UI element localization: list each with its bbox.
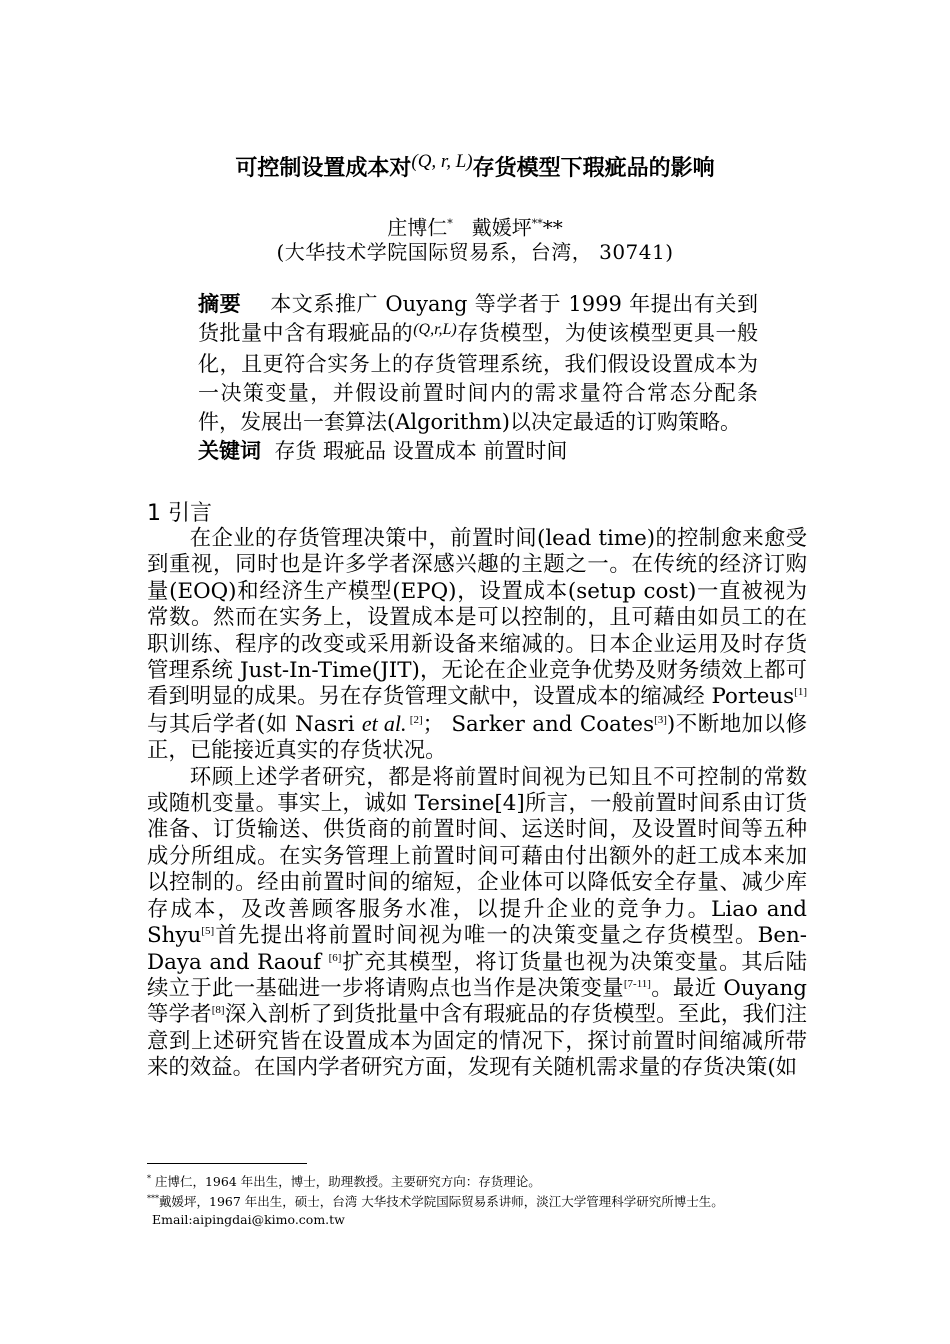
title-model-notation: (Q, r, L) (411, 151, 473, 172)
affiliation: (大华技术学院国际贸易系，台湾， 30741) (276, 240, 674, 264)
keywords-label: 关键词 (198, 439, 261, 463)
body-text (147, 526, 807, 1082)
footnote-divider (147, 1163, 307, 1164)
author-2-tail: ** (542, 215, 563, 240)
p2-text-c: 扩充其模型，将订货量也视为决策变量。其后陆续立于此一基础进一步将请购点也当作是决策变量 (147, 949, 807, 1001)
footnote-1-mark: * (147, 1174, 151, 1183)
citation-8: [8] (211, 1004, 225, 1017)
author-1: 庄博仁 (387, 215, 448, 240)
abstract-text-1: 本文系推广 Ouyang 等学者于 1999 年提出有关到货批量中含有瑕疵品的 (198, 292, 758, 345)
citation-7-11: [7-11] (623, 977, 651, 990)
footnote-email: Email:aipingdai@kimo.com.tw (152, 1212, 345, 1227)
paragraph-2 (147, 765, 807, 1082)
abstract-model-notation: (Q,r,L) (413, 321, 457, 338)
footnote-1 (147, 1170, 867, 1191)
citation-2: [2] (406, 713, 423, 726)
footnote-2-mark: *** (147, 1194, 159, 1203)
title-prefix: 可控制设置成本对 (235, 156, 412, 181)
author-1-mark: * (447, 217, 453, 230)
p2-text-a: 环顾上述学者研究，都是将前置时间视为已知且不可控制的常数或随机变量。事实上，诚如 Tersine[4]所言，一般前置时间系由订货准备、订货输送、供货商的前置时间、运送时间，及设置时间等五种成分所组成。在实务管理上前置时间可藉由付出额外的赶工成本来加以控制的。经由前置时间的缩短，企业体可以降低安全存量、减少库存成本，及改善顾客服务水准，以提升企业的竞争力。Liao and Shyu (147, 764, 807, 949)
paragraph-1 (147, 526, 807, 765)
footnote-1-text: 庄博仁，1964 年出生，博士，助理教授。主要研究方向：存货理论。 (154, 1174, 541, 1190)
citation-1: [1] (794, 686, 807, 699)
p2-text-e: 深入剖析了到货批量中含有瑕疵品的存货模型。至此，我们注意到上述研究皆在设置成本为固定的情况下，探讨前置时间缩减所带来的效益。在国内学者研究方面，发现有关随机需求量的存货决策(如 (147, 1002, 807, 1081)
title-suffix: 存货模型下瑕疵品的影响 (472, 156, 715, 181)
paper-title (0, 152, 950, 187)
p1-text-d: )不断地加以修正，已能接近真实的存货状况。 (147, 711, 807, 764)
footnote-2-text: 戴媛坪，1967 年出生，硕士，台湾 大华技术学院国际贸易系讲师，淡江大学管理科学研究所博士生。 (159, 1194, 724, 1210)
footnote-2 (147, 1190, 867, 1211)
abstract (198, 290, 758, 466)
citation-6: [6] (328, 951, 342, 964)
p1-etal: et al. (361, 710, 407, 736)
author-2: 戴媛坪 (471, 215, 532, 240)
p1-text-c: ； Sarker and Coates (422, 711, 655, 737)
p2-text-d: 。最近 Ouyang 等学者 (147, 975, 807, 1028)
citation-5: [5] (201, 924, 215, 937)
abstract-text-2: 存货模型，为使该模型更具一般化，且更符合实务上的存货管理系统，我们假设设置成本为一决策变量，并假设前置时间内的需求量符合常态分配条件，发展出一套算法(Algorithm)以决定最适的订购策略。 (198, 321, 759, 434)
p1-text-b: 与其后学者(如 Nasri (147, 711, 362, 737)
p2-text-b: 首先提出将前置时间视为唯一的决策变量之存货模型。Ben-Daya and Raouf (147, 923, 807, 975)
p1-text-a: 在企业的存货管理决策中，前置时间(lead time)的控制愈来愈受到重视，同时也是许多学者深感兴趣的主题之一。在传统的经济订购量(EOQ)和经济生产模型(EPQ)，设置成本(setup cost)一直被视为常数。然而在实务上，设置成本是可以控制的，且可藉由如员工的在职训练、程序的改变或采用新设备来缩减的。日本企业运用及时存货管理系统 Just-In-Time(JIT)，无论在企业竞争优势及财务绩效上都可看到明显的成果。另在存货管理文献中，设置成本的缩减经 Porteus (147, 526, 807, 710)
citation-3: [3] (654, 713, 667, 726)
keywords: 存货 瑕疵品 设置成本 前置时间 (274, 439, 568, 463)
section-heading: 1 引言 (147, 501, 212, 526)
authors (0, 210, 950, 242)
abstract-label: 摘要 (198, 292, 242, 316)
author-2-mark: ** (531, 217, 543, 230)
